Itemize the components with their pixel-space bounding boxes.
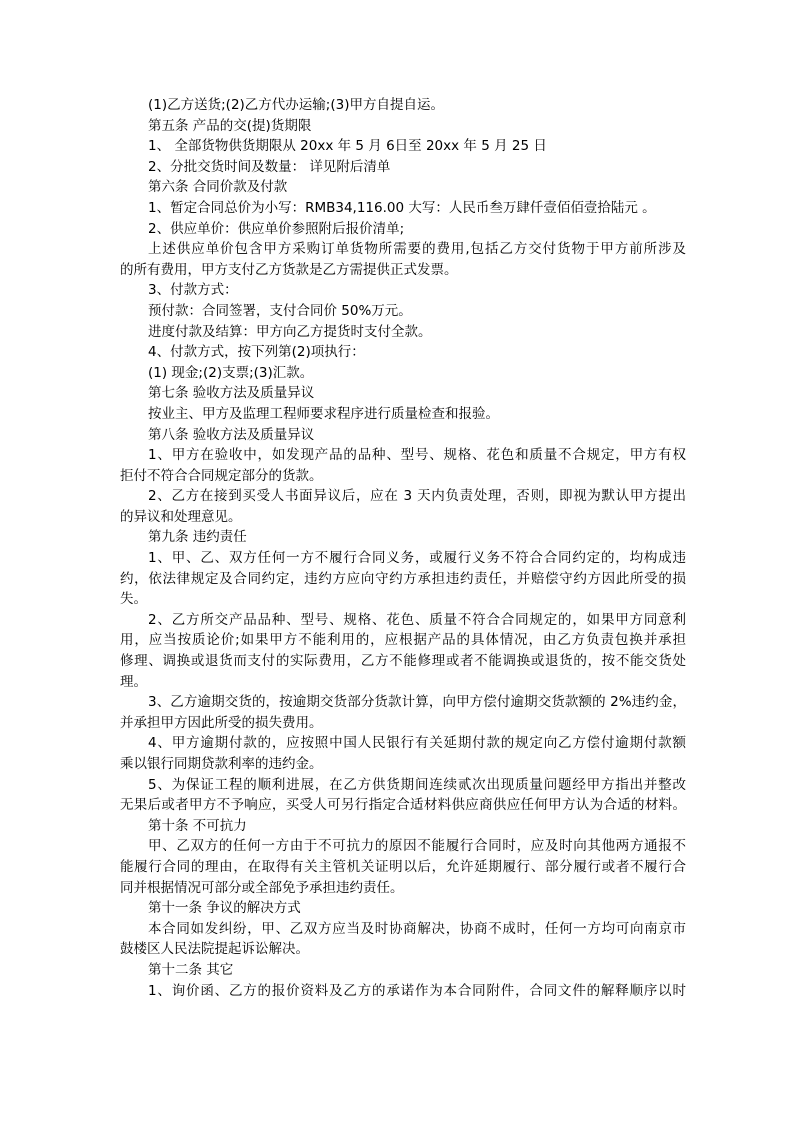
text-line: 第十二条 其它 xyxy=(148,961,234,978)
text-line: 约，依法律规定及合同约定，违约方应向守约方承担违约责任，并赔偿守约方因此所受的损 xyxy=(120,570,686,587)
text-line: 拒付不符合合同规定部分的货款。 xyxy=(120,467,323,484)
text-line: 乘以银行同期贷款利率的违约金。 xyxy=(120,756,323,772)
text-line: 2、分批交货时间及数量： 详见附后清单 xyxy=(148,158,391,175)
text-line: 第十条 不可抗力 xyxy=(148,817,247,834)
text-line: 1、 全部货物供货期限从 20xx 年 5 月 6日至 20xx 年 5 月 25 日 xyxy=(148,138,547,155)
text-line: 第七条 验收方法及质量异议 xyxy=(148,385,315,402)
text-line: 第十一条 争议的解决方式 xyxy=(148,900,301,917)
text-line: 上述供应单价包含甲方采购订单货物所需要的费用,包括乙方交付货物于甲方前所涉及 xyxy=(148,241,686,258)
text-line: 甲、乙双方的任何一方由于不可抗力的原因不能履行合同时，应及时向其他两方通报不 xyxy=(148,838,686,855)
text-line: 无果后或者甲方不予响应，买受人可另行指定合适材料供应商供应任何甲方认为合适的材料。 xyxy=(120,797,686,814)
document-body xyxy=(120,95,686,1001)
text-line: 2、乙方在接到买受人书面异议后，应在 3 天内负责处理，否则，即视为默认甲方提出 xyxy=(148,488,686,505)
text-line: 1、询价函、乙方的报价资料及乙方的承诺作为本合同附件，合同文件的解释顺序以时 xyxy=(148,982,686,999)
text-line: 1、甲、乙、双方任何一方不履行合同义务，或履行义务不符合合同约定的，均构成违 xyxy=(148,550,686,567)
text-line: 2、供应单价：供应单价参照附后报价清单; xyxy=(148,220,405,237)
text-line: 用，应当按质论价;如果甲方不能利用的，应根据产品的具体情况，由乙方负责包换并承担 xyxy=(120,632,686,649)
text-line: 进度付款及结算：甲方向乙方提货时支付全款。 xyxy=(148,323,432,340)
text-line: 第八条 验收方法及质量异议 xyxy=(148,426,315,443)
text-line: 的所有费用，甲方支付乙方货款是乙方需提供正式发票。 xyxy=(120,261,458,278)
text-line: 第五条 产品的交(提)货期限 xyxy=(148,117,312,134)
text-line: 第九条 违约责任 xyxy=(148,529,247,546)
text-line: 第六条 合同价款及付款 xyxy=(148,179,288,196)
text-line: 并承担甲方因此所受的损失费用。 xyxy=(120,714,323,731)
text-line: 理。 xyxy=(120,673,147,690)
text-line: 鼓楼区人民法院提起诉讼解决。 xyxy=(120,941,309,958)
text-line: 同并根据情况可部分或全部免予承担违约责任。 xyxy=(120,879,404,896)
text-line: (1)乙方送货;(2)乙方代办运输;(3)甲方自提自运。 xyxy=(148,97,444,113)
text-line: 4、付款方式，按下列第(2)项执行： xyxy=(148,344,365,361)
text-line: 本合同如发纠纷，甲、乙双方应当及时协商解决，协商不成时，任何一方均可向南京市 xyxy=(148,920,686,937)
text-line: 4、甲方逾期付款的，应按照中国人民银行有关延期付款的规定向乙方偿付逾期付款额 xyxy=(148,735,686,752)
text-line: 2、乙方所交产品品种、型号、规格、花色、质量不符合合同规定的，如果甲方同意利 xyxy=(148,611,686,628)
text-line: 修理、调换或退货而支付的实际费用，乙方不能修理或者不能调换或退货的，按不能交货处 xyxy=(120,653,686,670)
text-line: 1、甲方在验收中，如发现产品的品种、型号、规格、花色和质量不合规定，甲方有权 xyxy=(148,447,686,464)
text-line: 预付款：合同签署，支付合同价 50%万元。 xyxy=(148,302,412,319)
text-line: 5、为保证工程的顺利进展，在乙方供货期间连续贰次出现质量问题经甲方指出并整改 xyxy=(148,776,686,793)
text-line: 1、暂定合同总价为小写：RMB34,116.00 大写：人民币叁万肆仟壹佰佰壹拾陆元 。 xyxy=(148,199,656,216)
text-line: 3、乙方逾期交货的，按逾期交货部分货款计算，向甲方偿付逾期交货款额的 2%违约金， xyxy=(148,694,686,711)
text-line: 失。 xyxy=(120,591,147,608)
text-line: (1) 现金;(2)支票;(3)汇款。 xyxy=(148,364,314,381)
text-line: 按业主、甲方及监理工程师要求程序进行质量检查和报验。 xyxy=(148,405,499,422)
text-line: 3、付款方式： xyxy=(148,282,238,299)
text-line: 能履行合同的理由，在取得有关主管机关证明以后，允许延期履行、部分履行或者不履行合 xyxy=(120,858,686,875)
text-line: 的异议和处理意见。 xyxy=(120,508,242,525)
